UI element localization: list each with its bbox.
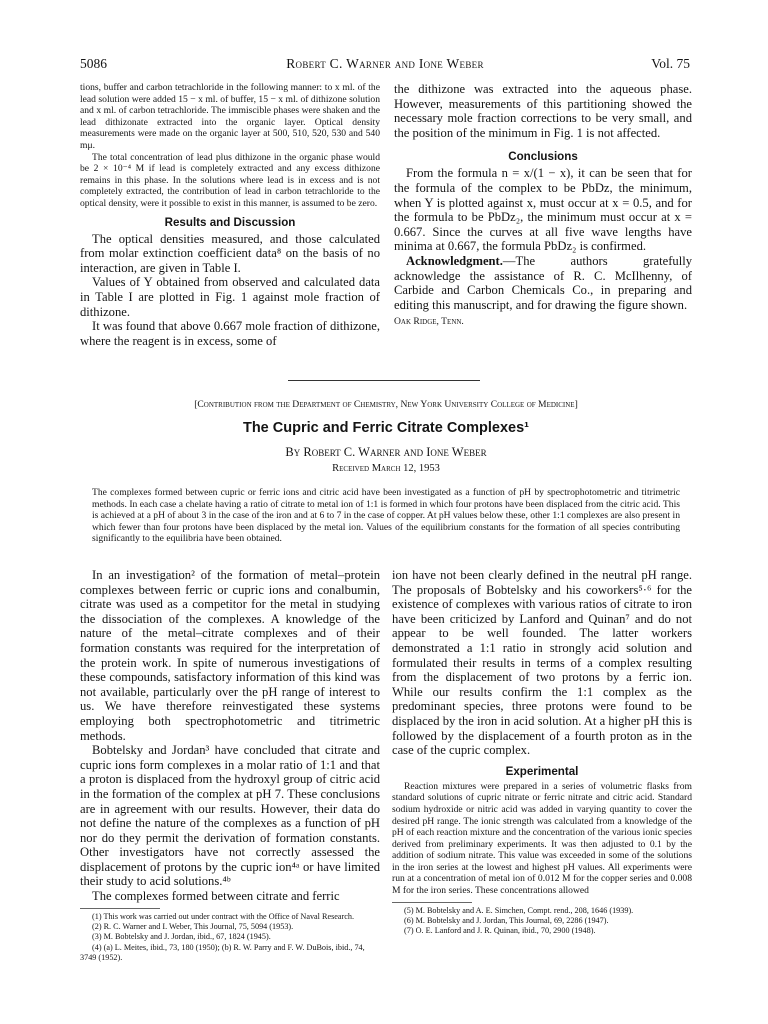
acknowledgment: [394, 254, 692, 312]
section-heading-results: Results and Discussion: [164, 215, 296, 229]
footnote: (7) O. E. Lanford and J. R. Quinan, ibid., 70, 2900 (1948).: [404, 926, 596, 936]
section-heading-conclusions: Conclusions: [508, 150, 578, 164]
paragraph: Reaction mixtures were prepared in a series of volumetric flasks from standard solutions of cupric nitrate or ferric nitrate and citric acid. Standard sodium hydroxide or nitric acid was added in varying quantity to cover the desired pH range. The ionic strength was calculated from a knowledge of the pH of each reaction mixture and the concentration of the various ionic species derived from preliminary experiments. It was then adjusted to 0.1 by the addition of sodium nitrate. This value was exceeded in some of the solutions in the iron series at the lowest and highest pH values. All experiments were run at a concentration of metal ion of 0.012 M for the copper series and 0.008 M for the iron series. These concentrations allowed: [392, 780, 692, 897]
paragraph: It was found that above 0.667 mole fraction of dithizone, where the reagent is in excess, some of: [80, 319, 380, 348]
received-date: Received March 12, 1953: [332, 463, 440, 474]
footnote-rule: [392, 902, 472, 903]
prev-article-left-column: [80, 82, 380, 348]
contribution-line: [Contribution from the Department of Chemistry, New York University College of Medicine]: [194, 399, 578, 410]
footnote: (4) (a) L. Meites, ibid., 73, 180 (1950); (b) R. W. Parry and F. W. DuBois, ibid., 74, 3749 (1952).: [80, 942, 365, 963]
paragraph: the dithizone was extracted into the aqueous phase. However, measurements of this partitioning showed the necessary mole fraction corrections to be very small, and the position of the minimum in Fig. 1 is not affected.: [394, 82, 692, 140]
paragraph: In an investigation² of the formation of metal–protein complexes between ferric or cupric ions and conalbumin, citrate was used as a competitor for the metal in studying the dissociation of the complexes. A knowledge of the nature of the metal–citrate complexes and of their formation constants was required for the interpretation of the protein work. In spite of numerous investigations of these compounds, satisfactory information of this kind was not available, particularly over the pH range of interest to us. We have therefore reinvestigated these systems employing both spectrophotometric and titrimetric methods.: [80, 568, 380, 743]
main-left-column: [80, 568, 380, 964]
footnote: (1) This work was carried out under contract with the Office of Naval Research.: [92, 911, 355, 921]
footnote: (2) R. C. Warner and I. Weber, This Journal, 75, 5094 (1953).: [92, 922, 294, 932]
article-title: The Cupric and Ferric Citrate Complexes¹: [242, 420, 530, 436]
abstract: The complexes formed between cupric or ferric ions and citric acid have been investigated as a function of pH by spectrophotometric and titrimetric methods. In each case a chelate having a ratio of citrate to metal ion of 1:1 is formed in which four protons have been displaced from the citric acid. This is achieved at a pH of about 3 in the case of the iron and at 6 to 7 in the case of copper. At pH values below these, other 1:1 complexes are also present in which fewer than four protons have been displaced by the metal ion. Values of the equilibrium constants for the formation of all species contributing significantly to the equilibria have been obtained.: [92, 487, 680, 545]
article-divider: [288, 380, 480, 381]
byline: By Robert C. Warner and Ione Weber: [285, 445, 487, 459]
prev-article-right-column: [394, 82, 692, 328]
paragraph: ion have not been clearly defined in the neutral pH range. The proposals of Bobtelsky and his coworkers⁵·⁶ for the existence of complexes with various ratios of citrate to iron have been criticized by Lanford and Quinan⁷ and do not appear to be well founded. The latter workers demonstrated a 1:1 ratio in strongly acid solution and formulated their results in terms of a complex resulting from the displacement of two protons by a ferric ion. While our results confirm the 1:1 complex as the predominant species, three protons were found to be displaced by the iron in acid solution. At a higher pH this is followed by the displacement of a fourth proton as in the case of the cupric complex.: [392, 568, 692, 758]
main-right-column: [392, 568, 692, 937]
paragraph: The total concentration of lead plus dithizone in the organic phase would be 2 × 10⁻⁴ M if lead is completely extracted and any excess dithizone remains in this phase. In the solutions where lead is in excess and is not completely extracted, the contribution of lead in carbon tetrachloride to the optical density, were it possible to exist in this manner, is assumed to be zero.: [80, 151, 380, 209]
footnote: (6) M. Bobtelsky and J. Jordan, This Journal, 69, 2286 (1947).: [404, 916, 609, 926]
paragraph: From the formula n = x/(1 − x), it can be seen that for the formula of the complex to be PbDz, the minimum, when Y is plotted against x, must occur at x = 0.5, and for the formula to be PbDz₂, the minimum must occur at x = 0.667. Since the curves at all five wave lengths have minima at 0.667, the formula PbDz₂ is confirmed.: [394, 166, 692, 254]
location: Oak Ridge, Tenn.: [394, 316, 464, 328]
section-heading-experimental: Experimental: [505, 764, 579, 778]
paragraph: Bobtelsky and Jordan³ have concluded that citrate and cupric ions form complexes in a molar ratio of 1:1 and that a proton is displaced from the hydroxyl group of citric acid in the formation of the complex at pH 7. These conclusions are in agreement with our results. However, their data do not define the nature of the complexes as a function of pH nor do they permit the derivation of formation constants. Other investigators have not correctly assessed the displacement of protons by the cupric ion⁴ᵃ or have limited their study to acid solutions.⁴ᵇ: [80, 743, 380, 889]
paragraph: The complexes formed between citrate and ferric: [92, 889, 340, 904]
paragraph: Values of Y obtained from observed and calculated data in Table I are plotted in Fig. 1 against mole fraction of dithizone.: [80, 275, 380, 319]
paragraph: The optical densities measured, and those calculated from molar extinction coefficient data⁸ on the basis of no interaction, are given in Table I.: [80, 231, 380, 275]
footnote: (3) M. Bobtelsky and J. Jordan, ibid., 67, 1824 (1945).: [92, 932, 271, 942]
paragraph: tions, buffer and carbon tetrachloride in the following manner: to x ml. of the lead solution were added 15 − x ml. of buffer, 15 − x ml. of dithizone solution and x ml. of carbon tetrachloride. The immiscible phases were shaken and the lead dithizonate extracted into the organic layer. Optical density measurements were made on the organic layer at 500, 510, 520, 530 and 540 mμ.: [80, 82, 380, 151]
footnote-rule: [80, 908, 160, 909]
acknowledgment-label: Acknowledgment.: [406, 253, 503, 268]
page-number: 5086: [80, 56, 107, 71]
running-head: Robert C. Warner and Ione Weber: [286, 56, 484, 71]
volume-label: Vol. 75: [651, 56, 690, 71]
footnote: (5) M. Bobtelsky and A. E. Simchen, Compt. rend., 208, 1646 (1939).: [404, 905, 634, 915]
acknowledgment-text: —The authors gratefully acknowledge the assistance of R. C. McIlhenny, of Carbide and Carbon Chemicals Co., in preparing and editing this manuscript, and for drawing the figure shown.: [394, 253, 692, 312]
